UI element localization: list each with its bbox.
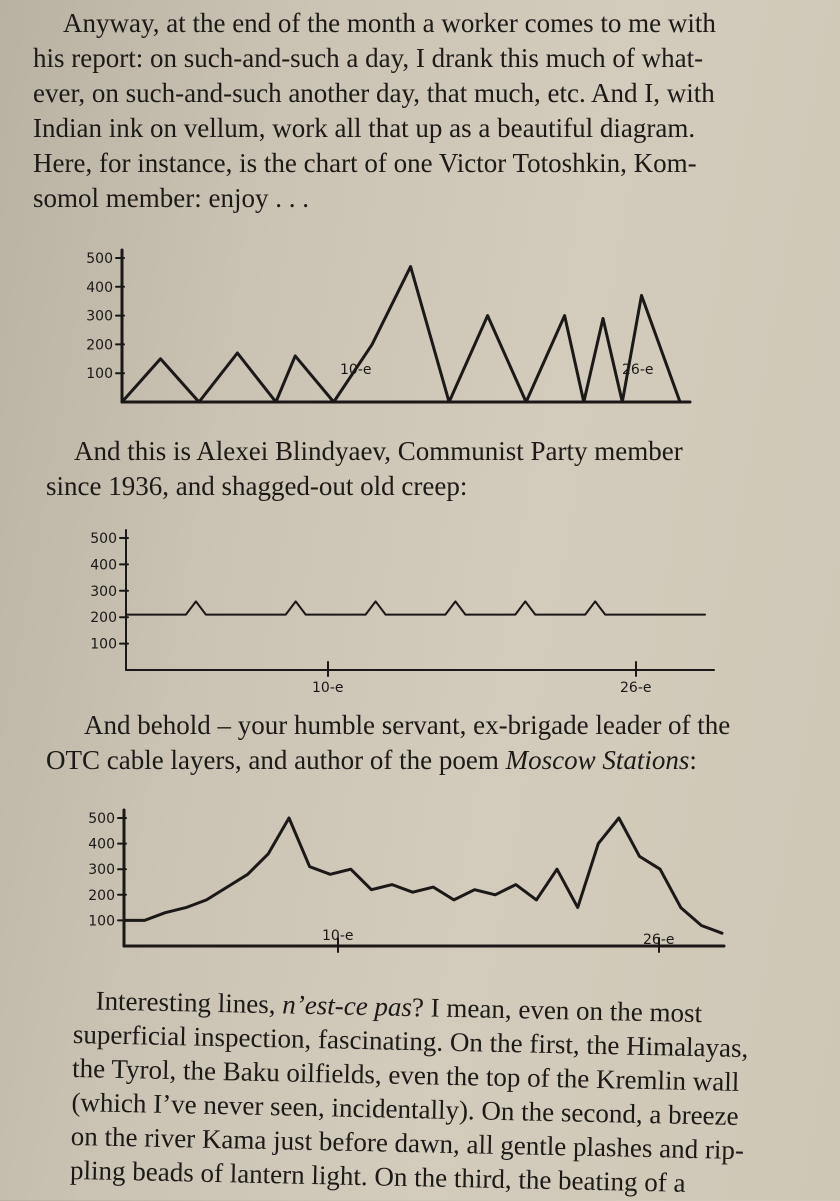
- y-tick-label: 400: [86, 280, 113, 296]
- x-tick-label: 10-e: [312, 680, 343, 696]
- text-line: And this is Alexei Blindyaev, Communist Party member: [46, 434, 766, 469]
- closing-paragraph: [70, 983, 764, 1201]
- chart-author-svg: [0, 792, 840, 972]
- x-tick-label: 10-e: [340, 362, 371, 378]
- text-line: And behold – your humble servant, ex-brigade leader of the: [46, 708, 766, 743]
- text-line: Here, for instance, is the chart of one Victor Totoshkin, Kom-: [33, 146, 753, 181]
- text-run: Interesting lines,: [95, 985, 282, 1019]
- series-line: [122, 267, 680, 402]
- text-run: :: [689, 745, 697, 775]
- text-line: Anyway, at the end of the month a worker comes to me with: [33, 6, 753, 41]
- series-line: [126, 601, 705, 614]
- text-line: (which I’ve never seen, incidentally). On the second, a breeze: [71, 1085, 762, 1133]
- text-line: his report: on such-and-such a day, I drank this much of what-: [33, 41, 753, 76]
- y-tick-label: 500: [86, 251, 113, 267]
- y-tick-label: 500: [88, 811, 115, 827]
- y-tick-label: 200: [88, 888, 115, 904]
- text-line: superficial inspection, fascinating. On the first, the Himalayas,: [73, 1017, 764, 1065]
- chart-blindyaev-svg: [0, 518, 840, 698]
- y-tick-label: 200: [90, 610, 117, 626]
- text-line: the Tyrol, the Baku oilfields, even the top of the Kremlin wall: [72, 1051, 763, 1099]
- chart-totoshkin: [0, 232, 840, 422]
- y-tick-label: 100: [90, 637, 117, 653]
- text-run: OTC cable layers, and author of the poem: [46, 745, 506, 775]
- x-tick-label: 26-e: [622, 362, 653, 378]
- chart-totoshkin-svg: [0, 232, 840, 422]
- y-tick-label: 300: [86, 309, 113, 325]
- y-tick-label: 100: [88, 913, 115, 929]
- y-tick-label: 300: [88, 862, 115, 878]
- y-tick-label: 400: [88, 837, 115, 853]
- x-tick-label: 26-e: [620, 680, 651, 696]
- x-tick-label: 26-e: [643, 932, 674, 948]
- y-tick-label: 200: [86, 337, 113, 353]
- text-run: ? I mean, even on the most: [412, 992, 703, 1028]
- y-tick-label: 400: [90, 557, 117, 573]
- text-line: [46, 743, 766, 778]
- caption-blindyaev: [46, 434, 766, 504]
- text-line: pling beads of lantern light. On the third, the beating of a: [70, 1153, 761, 1201]
- x-tick-label: 10-e: [322, 928, 353, 944]
- chart-blindyaev: [0, 518, 840, 698]
- series-line: [124, 818, 722, 933]
- intro-paragraph: [33, 6, 753, 216]
- text-line: on the river Kama just before dawn, all gentle plashes and rip-: [70, 1119, 761, 1167]
- chart-author: [0, 792, 840, 972]
- text-line: Indian ink on vellum, work all that up as a beautiful diagram.: [33, 111, 753, 146]
- text-line: since 1936, and shagged-out old creep:: [46, 469, 766, 504]
- y-tick-label: 300: [90, 584, 117, 600]
- text-line: somol member: enjoy . . .: [33, 181, 753, 216]
- poem-title: Moscow Stations: [506, 745, 690, 775]
- italic-phrase: n’est-ce pas: [282, 989, 412, 1022]
- y-tick-label: 500: [90, 531, 117, 547]
- y-tick-label: 100: [86, 366, 113, 382]
- caption-author: [46, 708, 766, 778]
- text-line: ever, on such-and-such another day, that much, etc. And I, with: [33, 76, 753, 111]
